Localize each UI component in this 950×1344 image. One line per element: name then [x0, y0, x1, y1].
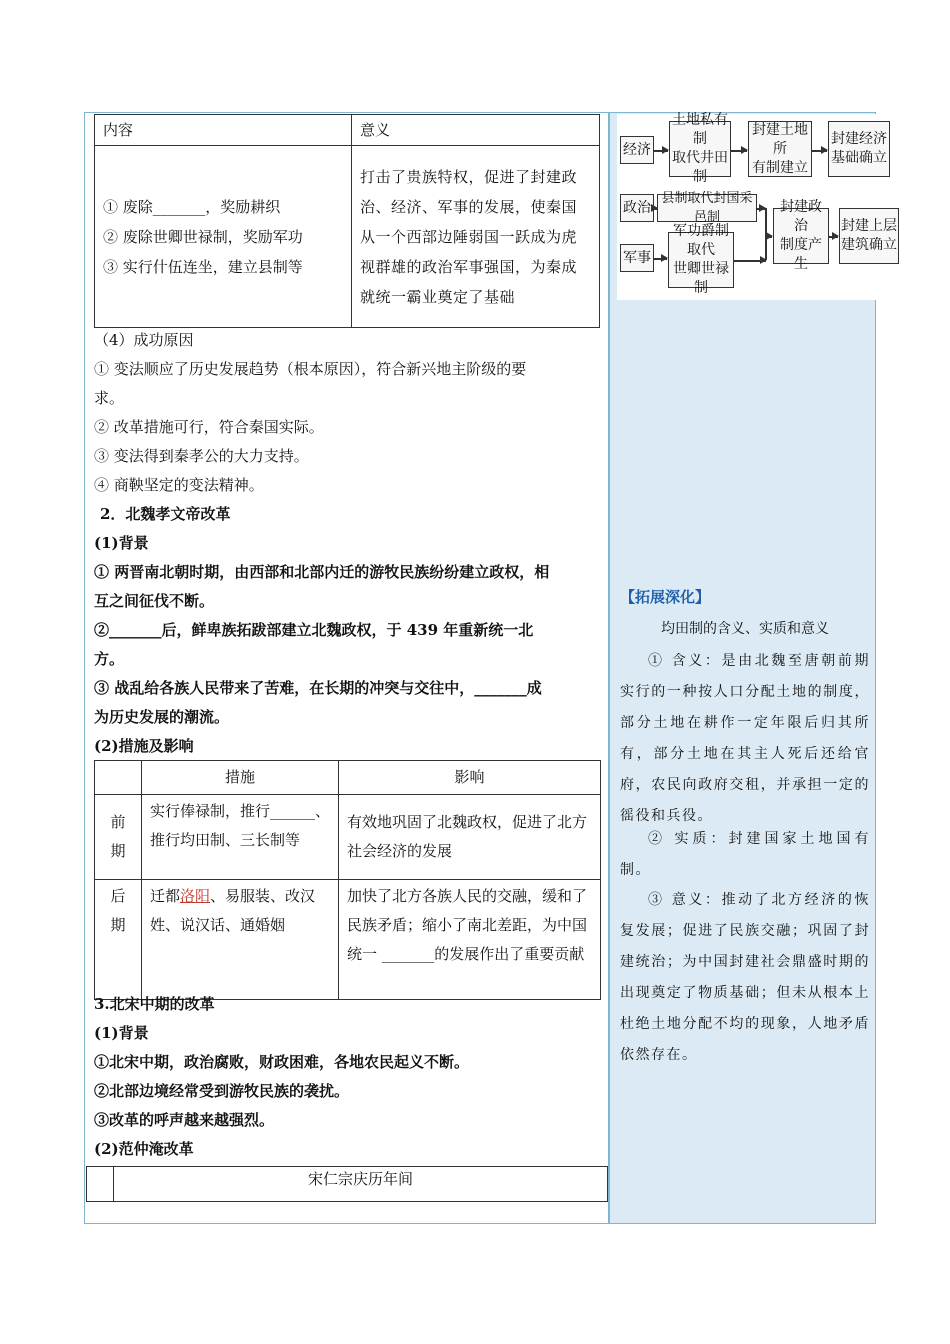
success-item: ② 改革措施可行，符合秦国实际。 — [94, 418, 324, 436]
arrow — [654, 150, 668, 152]
content-cell — [95, 146, 352, 328]
section2-bg-line: ③ 战乱给各族人民带来了苦难，在长期的冲突与交往中，_______成 — [94, 679, 542, 697]
effect-early: 有效地巩固了北魏政权，促进了北方社会经济的发展 — [339, 795, 601, 880]
node-c2: 封建上层 建筑确立 — [839, 208, 899, 264]
section3-bg-title: (1)背景 — [94, 1024, 149, 1042]
xiaowen-reform-table — [94, 760, 601, 1000]
shang-yang-table — [94, 114, 600, 328]
effect-late: 加快了北方各族人民的交融，缓和了民族矛盾；缩小了南北差距，为中国统一 _______的发展作出了重要贡献 — [339, 880, 601, 1000]
success-item: ① 变法顺应了历史发展趋势（根本原因），符合新兴地主阶级的要 — [94, 360, 527, 378]
content-item: ① 废除_______，奖励耕织 — [103, 197, 281, 216]
success-item: 求。 — [94, 389, 125, 407]
success-title: （4）成功原因 — [94, 331, 194, 349]
content-item: ② 废除世卿世禄制，奖励军功 — [103, 227, 303, 246]
sidebar-p2: ② 实质：封建国家土地国有制。 — [620, 831, 870, 878]
fan-zhongyan-table — [86, 1166, 608, 1202]
section2-bg-title: (1)背景 — [94, 534, 149, 552]
sidebar-p3: ③ 意义：推动了北方经济的恢复发展；促进了民族交融；巩固了封建统治；为中国封建社会鼎盛时期的出现奠定了物质基础；但未从根本上杜绝土地分配不均的现象，人地矛盾依然存在。 — [620, 892, 870, 1063]
section2-bg-line: ②_______后，鲜卑族拓跋部建立北魏政权，于 439 年重新统一北 — [94, 621, 534, 639]
connector — [734, 260, 766, 262]
column-divider — [608, 112, 610, 1224]
node-e1: 土地私有制 取代井田制 — [669, 121, 731, 177]
reign-cell: 宋仁宗庆历年间 — [114, 1167, 608, 1202]
header-effect: 影响 — [339, 761, 601, 795]
section2-title: 2．北魏孝文帝改革 — [100, 505, 231, 523]
node-m1: 军功爵制取代 世卿世禄制 — [668, 232, 734, 288]
reform-flow-diagram — [617, 112, 897, 300]
meaning-cell: 打击了贵族特权，促进了封建政治、经济、军事的发展，使秦国从一个西部边陲弱国一跃成为虎视群雄的政治军事强国，为秦成就统一霸业奠定了基础 — [352, 146, 600, 328]
arrow — [765, 236, 772, 238]
section2-bg-line: 互之间征伐不断。 — [94, 592, 215, 610]
section3-bg-line: ①北宋中期，政治腐败，财政困难，各地农民起义不断。 — [94, 1053, 470, 1071]
node-e2: 封建土地所 有制建立 — [748, 121, 812, 177]
section3-bg-line: ③改革的呼声越来越强烈。 — [94, 1111, 275, 1129]
section3-sub-title: (2)范仲淹改革 — [94, 1140, 194, 1158]
success-item: ③ 变法得到秦孝公的大力支持。 — [94, 447, 309, 465]
measure-early: 实行俸禄制，推行______、推行均田制、三长制等 — [142, 795, 339, 880]
arrow — [757, 208, 765, 210]
section2-bg-line: 为历史发展的潮流。 — [94, 708, 230, 726]
period-early: 前 期 — [95, 795, 142, 880]
node-economy: 经济 — [620, 136, 654, 164]
section3-bg-line: ②北部边境经常受到游牧民族的袭扰。 — [94, 1082, 350, 1100]
node-e3: 封建经济 基础确立 — [828, 121, 890, 177]
period-late: 后 期 — [95, 880, 142, 1000]
arrow — [812, 150, 827, 152]
arrow — [731, 150, 747, 152]
arrow — [829, 236, 838, 238]
section2-bg-line: 方。 — [94, 650, 125, 668]
node-p1: 县制取代封国采邑制 — [657, 194, 757, 222]
measure-late: 迁都洛阳、易服装、改汉姓、说汉话、通婚姻 — [142, 880, 339, 1000]
node-c1: 封建政治 制度产生 — [773, 208, 829, 264]
sidebar-p1: ① 含义：是由北魏至唐朝前期实行的一种按人口分配土地的制度，部分土地在耕作一定年限后归其所有，部分土地在其主人死后还给官府，农民向政府交租，并承担一定的徭役和兵役。 — [620, 653, 870, 824]
measures-title: (2)措施及影响 — [94, 737, 194, 755]
success-item: ④ 商鞅坚定的变法精神。 — [94, 476, 264, 494]
section3-title: 3.北宋中期的改革 — [94, 995, 215, 1013]
sidebar-subtitle: 均田制的含义、实质和意义 — [661, 621, 829, 637]
header-content: 内容 — [95, 115, 352, 146]
header-meaning: 意义 — [352, 115, 600, 146]
sidebar-heading: 【拓展深化】 — [620, 588, 711, 606]
header-measure: 措施 — [142, 761, 339, 795]
luoyang-link[interactable]: 洛阳 — [180, 887, 211, 905]
arrow — [654, 258, 667, 260]
content-item: ③ 实行什伍连坐，建立县制等 — [103, 257, 303, 276]
section2-bg-line: ① 两晋南北朝时期，由西部和北部内迁的游牧民族纷纷建立政权，相 — [94, 563, 550, 581]
node-military: 军事 — [620, 244, 654, 272]
node-politics: 政治 — [620, 194, 654, 222]
